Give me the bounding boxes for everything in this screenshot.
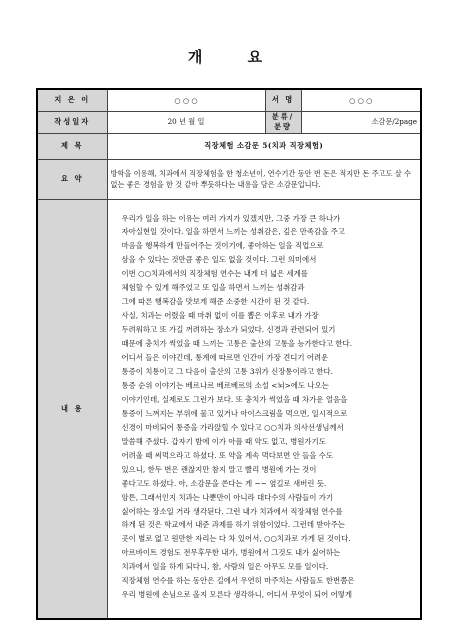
author-row [37, 89, 421, 111]
content-line: 직장체험 연수를 하는 동안은 길에서 우연히 마주치는 사람들도 한번쯤은 [121, 576, 355, 586]
content-line: 이야기인데, 실제로도 그런가 보다. 또 충치가 썩었을 때 차가운 얼음을 [121, 394, 348, 404]
content-line: 삼을 수 있다는 것만큼 좋은 일도 없을 것이다. 그런 의미에서 [121, 255, 317, 265]
content-line: 그에 따른 행복감을 맛보게 해준 소중한 시간이 된 것 같다. [121, 297, 310, 307]
content-line: 좋다고도 하셨다. 아, 소감문을 쓴다는 게 ~~ 옆길로 새버린 듯. [121, 478, 327, 488]
author-value: ○ ○ ○ [107, 89, 265, 111]
content-line: 체험할 수 있게 해주었고 또 일을 하면서 느끼는 성취감과 [121, 283, 305, 293]
date-row [37, 111, 421, 133]
content-label: 내 용 [37, 199, 107, 619]
report-form [36, 88, 422, 620]
content-line: 이번 ○○치과에서의 직장체험 연수는 내게 더 넓은 세계를 [121, 269, 308, 279]
subject-label: 제 목 [37, 133, 107, 159]
content-line: 아르바이트 경험도 전무후무한 내가, 병원에서 그것도 내가 싫어하는 [121, 548, 341, 558]
category-label: 분류/분량 [265, 111, 301, 133]
content-line: 통증 순위 이야기는 베르나르 베르베르의 소설 <뇌>에도 나오는 [121, 380, 329, 390]
content-line: 어려울 때 써먹으라고 하셨다. 또 약을 계속 먹다보면 안 들을 수도 [121, 450, 333, 460]
content-line: 우리가 일을 하는 이유는 여러 가지가 있겠지만, 그중 가장 큰 하나가 [121, 213, 341, 223]
content-line: 두려워하고 또 가길 꺼려하는 장소가 되었다. 신경과 관련되어 있기 [121, 325, 336, 335]
content-body [107, 199, 421, 619]
subject-row [37, 133, 421, 159]
content-line: 곳이 별로 없고 원만한 자리는 다 차 있어서, ○○치과로 가게 된 것이다. [121, 534, 351, 544]
content-line: 치과에서 일을 하게 되다니, 참, 사람의 일은 아무도 모를 일이다. [121, 562, 329, 572]
subject-value: 직장체험 소감문 5(치과 직장체험) [107, 133, 421, 159]
summary-label: 요 약 [37, 159, 107, 199]
category-value: 소감문/2page [301, 111, 421, 133]
content-line: 마음을 행복하게 만들어주는 것이기에, 좋아하는 일을 직업으로 [121, 241, 324, 251]
content-line: 어디서 들은 이야긴데, 통계에 따르면 인간이 가장 견디기 어려운 [121, 353, 329, 363]
author-label: 지 은 이 [37, 89, 107, 111]
content-line: 신경이 마비되어 통증을 가라앉힐 수 있다고 ○○치과 의사선생님께서 [121, 422, 344, 432]
summary-row [37, 159, 421, 199]
summary-value: 방학을 이용해, 치과에서 직장체험을 한 청소년이, 연수기간 동안 번 돈은 적지만 돈 주고도 살 수 없는 좋은 경험을 한 것 같아 뿌듯하다는 내용을 담은 소감문입니다. [107, 159, 421, 199]
content-line: 있으니, 한두 번은 괜찮지만 참지 말고 빨리 병원에 가는 것이 [121, 464, 317, 474]
name-value: ○ ○ ○ [301, 89, 421, 111]
date-value: 20 년 월 일 [107, 111, 265, 133]
content-line: 암튼, 그래서인지 치과는 나뿐만이 아니라 대다수의 사람들이 가기 [121, 492, 334, 502]
content-line: 하게 된 것은 학교에서 내준 과제를 하기 위함이었다. 그런데 받아주는 [121, 520, 345, 530]
content-line: 통증이 치통이고 그 다음이 출산의 고통 3위가 신장통이라고 한다. [121, 366, 333, 376]
content-line: 자아실현일 것이다. 일을 하면서 느끼는 성취감은, 깊은 만족감을 주고 [121, 227, 345, 237]
content-line: 싫어하는 장소일 거라 생각된다. 그런 내가 치과에서 직장체험 연수를 [121, 506, 343, 516]
document-title: 개 요 [187, 48, 283, 66]
content-row [37, 199, 421, 619]
content-line: 말씀해 주셨다. 갑자기 밤에 이가 아플 때 약도 없고, 병원가기도 [121, 436, 326, 446]
content-line: 때문에 충치가 썩었을 때 느끼는 고통은 출산의 고통을 능가한다고 한다. [121, 339, 353, 349]
content-line: 사실, 치과는 어렸을 때 마취 없이 이를 뽑은 이후로 내가 가장 [121, 311, 319, 321]
content-line: 통증이 느껴지는 부위에 물고 있거나 아이스크림을 먹으면, 일시적으로 [121, 408, 348, 418]
name-label: 서 명 [265, 89, 301, 111]
content-line: 우리 병원에 손님으로 올지 모른다 생각하니, 어디서 무엇이 되어 어떻게 [121, 590, 353, 600]
date-label: 작성일자 [37, 111, 107, 133]
